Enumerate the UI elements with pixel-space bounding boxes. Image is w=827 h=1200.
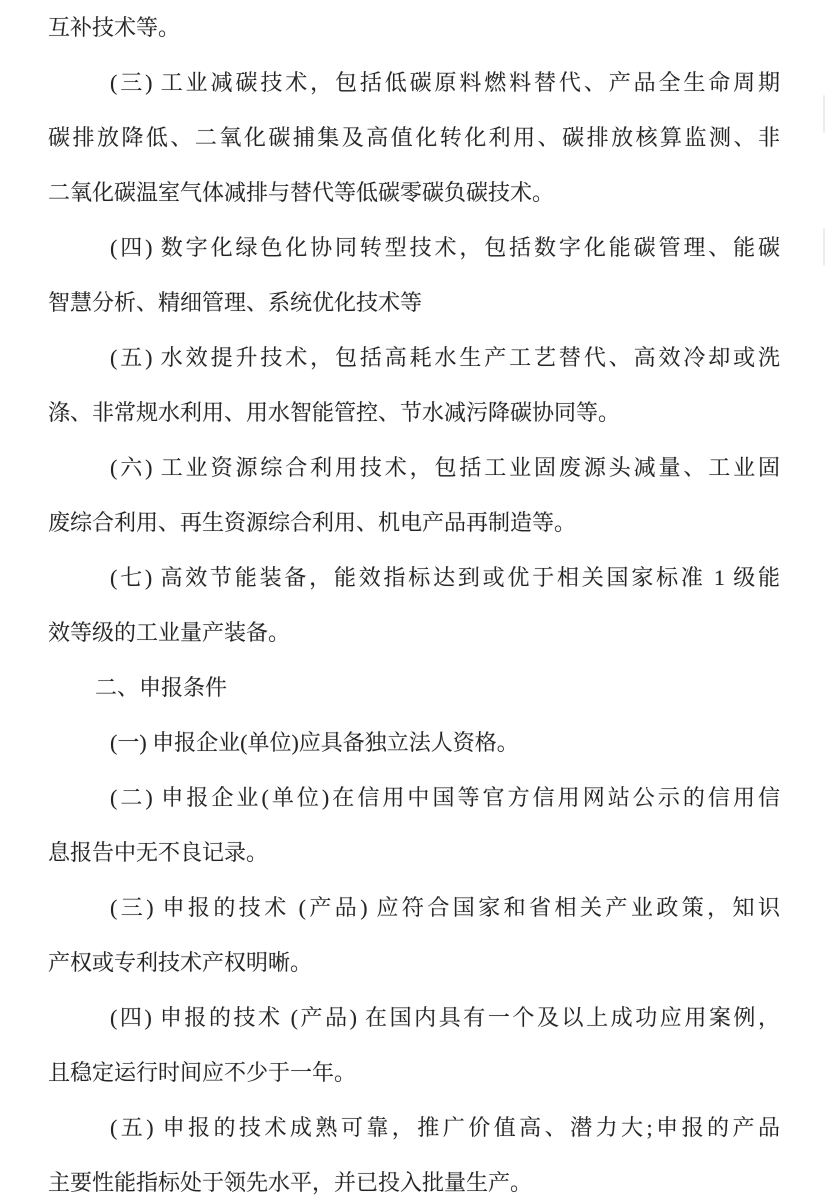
text-line: 主要性能指标处于领先水平，并已投入批量生产。 bbox=[48, 1170, 533, 1195]
text-line: (五) 水效提升技术，包括高耗水生产工艺替代、高效冷却或洗 bbox=[110, 345, 780, 370]
text-line: (三) 工业减碳技术，包括低碳原料燃料替代、产品全生命周期 bbox=[110, 70, 780, 95]
text-line: (七) 高效节能装备，能效指标达到或优于相关国家标准 1 级能 bbox=[110, 565, 780, 590]
scan-artifact bbox=[823, 95, 825, 133]
text-line: 智慧分析、精细管理、系统优化技术等 bbox=[48, 290, 423, 315]
text-line: 废综合利用、再生资源综合利用、机电产品再制造等。 bbox=[48, 510, 577, 535]
text-line: (三) 申报的技术 (产品) 应符合国家和省相关产业政策，知识 bbox=[110, 895, 780, 920]
text-line: 产权或专利技术产权明晰。 bbox=[48, 950, 313, 975]
section-heading: 二、申报条件 bbox=[95, 675, 228, 700]
text-line: 碳排放降低、二氧化碳捕集及高值化转化利用、碳排放核算监测、非 bbox=[48, 125, 780, 150]
text-line: 涤、非常规水利用、用水智能管控、节水减污降碳协同等。 bbox=[48, 400, 621, 425]
text-line: (六) 工业资源综合利用技术，包括工业固废源头减量、工业固 bbox=[110, 455, 780, 480]
text-line: 互补技术等。 bbox=[48, 15, 181, 40]
text-line: (一) 申报企业(单位)应具备独立法人资格。 bbox=[110, 730, 519, 755]
text-line: 息报告中无不良记录。 bbox=[48, 840, 269, 865]
text-line: (四) 数字化绿色化协同转型技术，包括数字化能碳管理、能碳 bbox=[110, 235, 780, 260]
text-line: (二) 申报企业(单位)在信用中国等官方信用网站公示的信用信 bbox=[110, 785, 780, 810]
text-line: 二氧化碳温室气体减排与替代等低碳零碳负碳技术。 bbox=[48, 180, 555, 205]
text-line: 且稳定运行时间应不少于一年。 bbox=[48, 1060, 357, 1085]
scan-artifact bbox=[823, 228, 825, 266]
document-text-block bbox=[48, 0, 780, 1200]
text-line: 效等级的工业量产装备。 bbox=[48, 620, 291, 645]
text-line: (四) 申报的技术 (产品) 在国内具有一个及以上成功应用案例， bbox=[110, 1005, 780, 1030]
text-line: (五) 申报的技术成熟可靠，推广价值高、潜力大;申报的产品 bbox=[110, 1115, 780, 1140]
